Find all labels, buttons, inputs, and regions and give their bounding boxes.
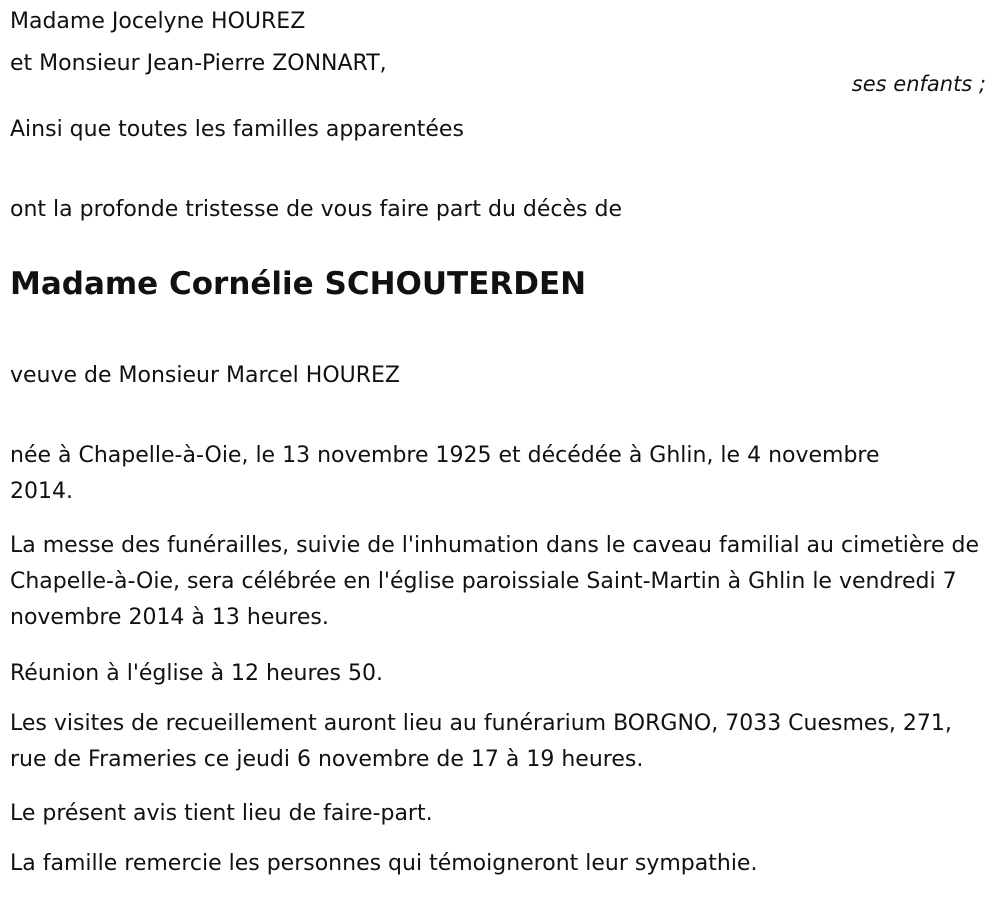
visits-line: Les visites de recueillement auront lieu au funérarium BORGNO, 7033 Cuesmes, 271, rue de Frameries ce jeudi 6 novembre de 17 à 19 heures. [10,711,952,772]
meeting-line: Réunion à l'église à 12 heures 50. [10,661,384,686]
relation-label: ses enfants ; [851,72,986,96]
notice-line: Le présent avis tient lieu de faire-part. [10,801,433,826]
birth-death-line: née à Chapelle-à-Oie, le 13 novembre 1925 et décédée à Ghlin, le 4 novembre 2014. [10,443,880,504]
announcement-line: ont la profonde tristesse de vous faire part du décès de [10,197,622,222]
child-name-2: et Monsieur Jean-Pierre ZONNART, [10,51,387,76]
child-name-1: Madame Jocelyne HOUREZ [10,9,306,34]
widow-line: veuve de Monsieur Marcel HOUREZ [10,363,400,388]
funeral-line: La messe des funérailles, suivie de l'inhumation dans le caveau familial au cimetière de Chapelle-à-Oie, sera célébrée en l'église paroissiale Saint-Martin à Ghlin le vendredi 7 novembre 2014 à 13 heures. [10,533,980,630]
thanks-line: La famille remercie les personnes qui témoigneront leur sympathie. [10,851,758,876]
families-line: Ainsi que toutes les familles apparentées [10,117,464,142]
deceased-name: Madame Cornélie SCHOUTERDEN [10,266,587,302]
